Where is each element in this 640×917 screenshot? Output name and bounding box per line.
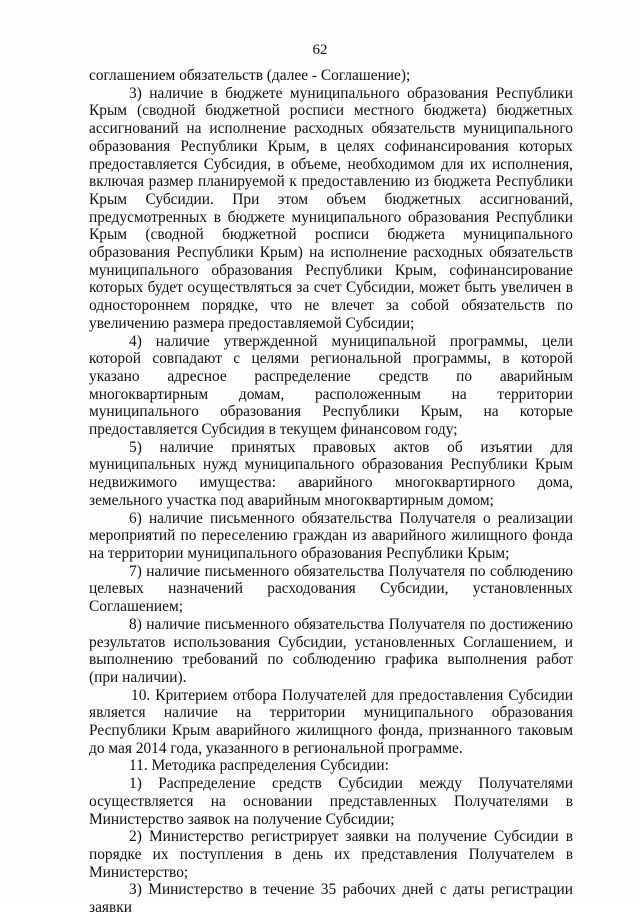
paragraph-item-8: 8) наличие письменного обязательства Получателя по достижению результатов использования Субсидии, установленных Соглашением, и выполнению требований по соблюдению графика выполнения работ (при наличии). xyxy=(89,615,573,686)
paragraph-continuation: соглашением обязательств (далее - Соглашение); xyxy=(89,67,411,84)
page-number: 62 xyxy=(312,42,328,58)
paragraph-item-7: 7) наличие письменного обязательства Получателя по соблюдению целевых назначений расходования Субсидии, установленных Соглашением; xyxy=(89,562,573,616)
paragraph-item-6: 6) наличие письменного обязательства Получателя о реализации мероприятий по переселению граждан из аварийного жилищного фонда на территории муниципального образования Республики Крым; xyxy=(89,509,573,562)
paragraph-section-10: 10. Критерием отбора Получателей для предоставления Субсидии является наличие на территории муниципального образования Республики Крым аварийного жилищного фонда, признанного таковым до мая 2014 года, указанного в региональной программе. xyxy=(89,686,573,757)
paragraph-item-5: 5) наличие принятых правовых актов об изъятии для муниципальных нужд муниципального образования Республики Крым недвижимого имущества: аварийного многоквартирного дома, земельного участка под аварийным многоквартирным домом; xyxy=(89,438,573,509)
paragraph-section-11-heading: 11. Методика распределения Субсидии: xyxy=(129,757,389,775)
paragraph-method-2: 2) Министерство регистрирует заявки на получение Субсидии в порядке их поступления в день их представления Получателем в Министерство; xyxy=(89,828,573,881)
paragraph-method-3: 3) Министерство в течение 35 рабочих дней с даты регистрации заявки xyxy=(89,881,573,917)
paragraph-item-3: 3) наличие в бюджете муниципального образования Республики Крым (сводной бюджетной росписи местного бюджета) бюджетных ассигнований на исполнение расходных обязательств муниципального образования Республики Крым, в целях софинансирования которых предоставляется Субсидия, в объеме, необходимом для их исполнения, включая размер планируемой к предоставлению из бюджета Республики Крым Субсидии. При этом объем бюджетных ассигнований, предусмотренных в бюджете муниципального образования Республики Крым (сводной бюджетной росписи бюджета муниципального образования Республики Крым) на исполнение расходных обязательств муниципального образования Республики Крым, софинансирование которых будет осуществляться за счет Субсидии, может быть увеличен в одностороннем порядке, что не влечет за собой обязательств по увеличению размера предоставляемой Субсидии; xyxy=(89,84,573,332)
paragraph-item-4: 4) наличие утвержденной муниципальной программы, цели которой совпадают с целями региональной программы, в которой указано адресное распределение средств по аварийным многоквартирным домам, расположенным на территории муниципального образования Республики Крым, на которые предоставляется Субсидия в текущем финансовом году; xyxy=(89,332,573,439)
paragraph-method-1: 1) Распределение средств Субсидии между Получателями осуществляется на основании представленных Получателями в Министерство заявок на получение Субсидии; xyxy=(89,775,573,828)
document-body xyxy=(89,67,573,917)
